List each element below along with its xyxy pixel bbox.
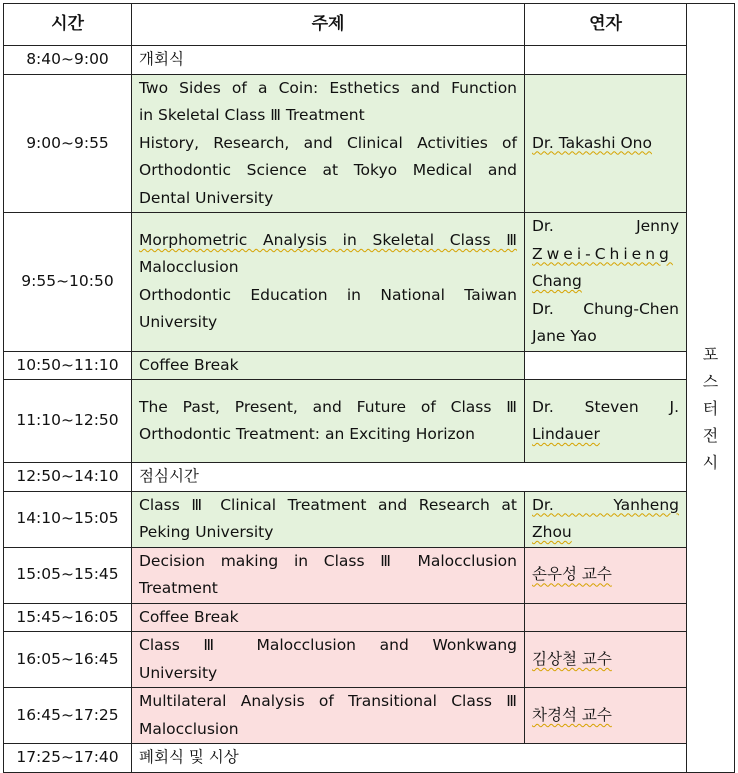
- time-cell: 16:45~17:25: [4, 688, 132, 744]
- speaker-name: 차경석 교수: [532, 705, 612, 724]
- topic-cell: [132, 632, 525, 688]
- speaker-cell: [525, 213, 687, 352]
- header-time: 시간: [4, 4, 132, 46]
- time-cell: 8:40~9:00: [4, 46, 132, 75]
- side-char: 터: [702, 399, 719, 418]
- speaker-name: Dr. Yanheng: [532, 495, 679, 514]
- speaker-name: Chang: [532, 272, 582, 290]
- speaker-name: Dr. Jenny: [532, 217, 679, 235]
- table-row: [4, 74, 735, 213]
- topic-line: Coffee Break: [139, 355, 239, 374]
- table-row: [4, 603, 735, 632]
- time-cell: 15:05~15:45: [4, 547, 132, 603]
- topic-cell: [132, 491, 525, 547]
- speaker-cell: [525, 491, 687, 547]
- topic-line: 점심시간: [139, 467, 199, 485]
- topic-cell: [132, 744, 687, 773]
- topic-line: Peking University: [139, 523, 274, 541]
- header-blank: [687, 4, 735, 46]
- table-row: [4, 380, 735, 463]
- topic-line: Malocclusion: [139, 258, 239, 277]
- speaker-name: Zhou: [532, 523, 572, 541]
- time-cell: 9:55~10:50: [4, 213, 132, 352]
- topic-line: Orthodontic Education in National Taiwan: [139, 285, 517, 304]
- table-row: [4, 351, 735, 380]
- topic-line: Morphometric Analysis in Skeletal Class Ⅲ: [139, 230, 517, 249]
- table-row: [4, 744, 735, 773]
- topic-line: Multilateral Analysis of Transitional Class Ⅲ: [139, 692, 517, 710]
- topic-line: in Skeletal Class Ⅲ Treatment: [139, 106, 365, 124]
- topic-line: Orthodontic Science at Tokyo Medical and: [139, 161, 517, 179]
- table-row: [4, 632, 735, 688]
- topic-line: 개회식: [139, 50, 184, 68]
- header-topic: 주제: [132, 4, 525, 46]
- topic-line: Orthodontic Treatment: an Exciting Horizon: [139, 425, 475, 443]
- side-char: 스: [702, 372, 719, 391]
- topic-line: History, Research, and Clinical Activities of: [139, 133, 517, 152]
- speaker-cell: [525, 74, 687, 213]
- speaker-cell: [525, 688, 687, 744]
- table-row: [4, 46, 735, 75]
- topic-line: The Past, Present, and Future of Class Ⅲ: [139, 397, 517, 416]
- topic-cell: [132, 603, 525, 632]
- speaker-cell: [525, 380, 687, 463]
- table-row: [4, 463, 735, 492]
- header-speaker: 연자: [525, 4, 687, 46]
- side-char: 시: [702, 453, 719, 472]
- topic-cell: [132, 547, 525, 603]
- topic-line: Dental University: [139, 188, 274, 207]
- time-cell: 17:25~17:40: [4, 744, 132, 773]
- speaker-name: Zwei-Chieng: [532, 244, 673, 263]
- time-cell: 14:10~15:05: [4, 491, 132, 547]
- topic-line: Malocclusion: [139, 719, 239, 738]
- topic-line: Treatment: [139, 579, 218, 597]
- speaker-cell: [525, 547, 687, 603]
- speaker-name: Lindauer: [532, 425, 600, 443]
- program-schedule-table: [3, 3, 735, 773]
- speaker-cell: [525, 632, 687, 688]
- speaker-name: Dr. Steven J.: [532, 397, 679, 416]
- speaker-name: 손우성 교수: [532, 565, 612, 584]
- time-cell: 9:00~9:55: [4, 74, 132, 213]
- poster-exhibition-cell: [687, 46, 735, 773]
- topic-cell: [132, 380, 525, 463]
- topic-line: 폐회식 및 시상: [139, 748, 239, 766]
- side-char: 전: [702, 426, 719, 445]
- time-cell: 16:05~16:45: [4, 632, 132, 688]
- topic-line: Class Ⅲ Malocclusion and Wonkwang: [139, 636, 517, 654]
- topic-cell: [132, 213, 525, 352]
- topic-line: University: [139, 663, 218, 682]
- topic-line: Decision making in Class Ⅲ Malocclusion: [139, 551, 517, 570]
- topic-cell: [132, 74, 525, 213]
- time-cell: 15:45~16:05: [4, 603, 132, 632]
- speaker-cell: [525, 351, 687, 380]
- side-char: 포: [702, 345, 719, 364]
- speaker-cell: [525, 603, 687, 632]
- table-row: [4, 688, 735, 744]
- time-cell: 12:50~14:10: [4, 463, 132, 492]
- topic-cell: [132, 463, 687, 492]
- topic-line: University: [139, 313, 218, 332]
- speaker-name: Jane Yao: [532, 327, 597, 345]
- topic-line: Coffee Break: [139, 607, 239, 626]
- speaker-cell: [525, 46, 687, 75]
- speaker-name: Dr. Chung-Chen: [532, 299, 679, 318]
- topic-line: Two Sides of a Coin: Esthetics and Function: [139, 78, 517, 97]
- table-row: [4, 213, 735, 352]
- topic-cell: [132, 351, 525, 380]
- time-cell: 11:10~12:50: [4, 380, 132, 463]
- table-row: [4, 547, 735, 603]
- topic-line: Class Ⅲ Clinical Treatment and Research at: [139, 495, 517, 514]
- table-row: [4, 491, 735, 547]
- header-row: [4, 4, 735, 46]
- speaker-name: Dr. Takashi Ono: [532, 133, 652, 152]
- speaker-name: 김상철 교수: [532, 649, 612, 668]
- topic-cell: [132, 46, 525, 75]
- topic-cell: [132, 688, 525, 744]
- time-cell: 10:50~11:10: [4, 351, 132, 380]
